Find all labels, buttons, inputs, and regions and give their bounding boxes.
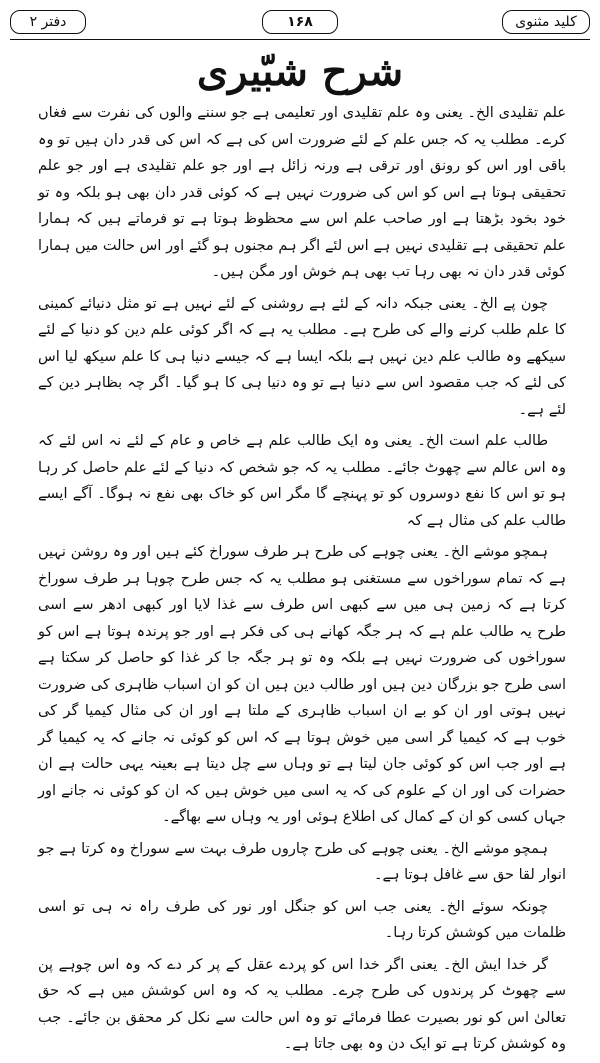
- paragraph-2: چون پے الخ۔ یعنی جبکہ دانہ کے لئے ہے روشنی کے لئے نہیں ہے تو مثل دنیائے کمینی کا علم طلب کرنے والے کی طرح ہے۔ مطلب یہ ہے کہ اگر کوئی علم دین کو دنیا کے لئے سیکھے وہ طالب علم دین نہیں ہے بلکہ ایسا ہے کہ جیسے دنیا ہی کا علم سیکھ لیا اس کی لئے کہ جب مقصود اس سے دنیا ہے تو وہ دنیا ہی کا ہو گیا۔ اگر چہ بظاہر دین کے لئے ہے۔: [38, 295, 566, 418]
- paragraph-5: ہمچو موشے الخ۔ یعنی چوہے کی طرح چاروں طرف بہت سے سوراخ وہ کرتا ہے جو انوار لقا حق سے غافل ہوتا ہے۔: [38, 840, 566, 883]
- commentary-body: [38, 100, 566, 1063]
- paragraph-3: طالب علم است الخ۔ یعنی وہ ایک طالب علم ہے خاص و عام کے لئے نہ اس لئے کہ وہ اس عالم سے چھوٹ جائے۔ مطلب یہ کہ جو شخص کہ دنیا کے لئے علم حاصل کر رہا ہو تو اس کا نفع دوسروں کو تو پہنچے گا مگر اس کو خاک بھی نفع نہ ہوگا۔ آگے ایسے طالب علم کی مثال ہے کہ: [38, 433, 566, 529]
- volume-label: دفتر ۲: [10, 10, 86, 34]
- paragraph-4: ہمچو موشے الخ۔ یعنی چوہے کی طرح ہر طرف سوراخ کئے ہیں اور وہ روشن نہیں ہے کہ تمام سوراخوں سے مستغنی ہو مطلب یہ کہ جس طرح چوہا ہر طرف سوراخ کرتا ہے کہ زمین ہی میں سے کبھی اس طرف سے غذا لایا اور کبھی ادھر سے اسی طرح یہ طالب علم ہے کہ ہر جگہ کھانے ہی کی فکر ہے اور جو پرندہ ہوتا ہے اس کو سوراخوں کی ضرورت نہیں ہے بلکہ وہ تو ہر جگہ جا کر غذا کو حاصل کر سکتا ہے اسی طرح جو بزرگان دین ہیں اور طالب دین ہیں ان کو ان اسباب ظاہری کی ضرورت نہیں ہوتی اور ان کو بے ان اسباب ظاہری کے ملتا ہے اور ان کی مثال کیمیا گر کی خوب ہے کہ کیمیا گر اسی میں خوش ہوتا ہے کہ اس کو کوئی نہ جانے کہ یہ کیمیا گر ہے اور جب اس کو کوئی جان لیتا ہے تو وہاں سے چل دیتا ہے بعینہ یہی حالت ہے ان حضرات کی اور ان کے علوم کی کہ یہ اسی میں خوش ہیں کہ ان کو کوئی نہ جانے اور جہاں کسی کو ان کے کمال کی اطلاع ہوئی اور یہ وہاں سے بھاگے۔: [38, 544, 566, 825]
- section-title: شرح شبّیری: [196, 48, 404, 95]
- paragraph-1: علم تقلیدی الخ۔ یعنی وہ علم تقلیدی اور تعلیمی ہے جو سننے والوں کی نفرت سے فغاں کرے۔ مطلب یہ کہ جس علم کے لئے ضرورت اس کی ہے کہ اس کی قدر دان ہیں تو وہ باقی اور اس کو رونق اور ترقی ہے ورنہ زائل ہے اور جو علم تقلیدی ہے اور جو علم تحقیقی ہوتا ہے اس کو اس کی ضرورت نہیں ہے کہ کوئی قدر دان بھی ہو بلکہ وہ تو خود بخود بڑھتا ہے اور صاحب علم اس سے محظوظ ہوتا ہے تو فرماتے ہیں کہ ہمارا علم تحقیقی ہے تقلیدی نہیں ہے اس لئے اگر ہم مجنوں ہو گئے اور اس حالت میں ہمارا کوئی قدر دان نہ بھی رہا تب بھی ہم خوش اور مگن ہیں۔: [38, 105, 566, 280]
- book-title: کلید مثنوی: [502, 10, 590, 34]
- paragraph-7: گر خدا ایش الخ۔ یعنی اگر خدا اس کو پردے عقل کے پر کر دے کہ وہ اس چوہے پن سے چھوٹ کر پرندوں کی طرح چرے۔ مطلب یہ کہ وہ اس کوشش میں ہے کہ حق تعالیٰ اس کو نور بصیرت عطا فرمائے تو وہ اس حالت سے نکل کر محقق بن جائے۔ جب وہ کوشش کرتا ہے تو ایک دن وہ بھی جاتا ہے۔: [38, 956, 566, 1052]
- paragraph-6: چونکہ سوئے الخ۔ یعنی جب اس کو جنگل اور نور کی طرف راہ نہ ہی تو اسی ظلمات میں کوشش کرتا رہا۔: [38, 898, 566, 941]
- page-number: ۱۶۸: [262, 10, 338, 34]
- header-divider: [10, 39, 590, 40]
- page-header: [10, 8, 590, 36]
